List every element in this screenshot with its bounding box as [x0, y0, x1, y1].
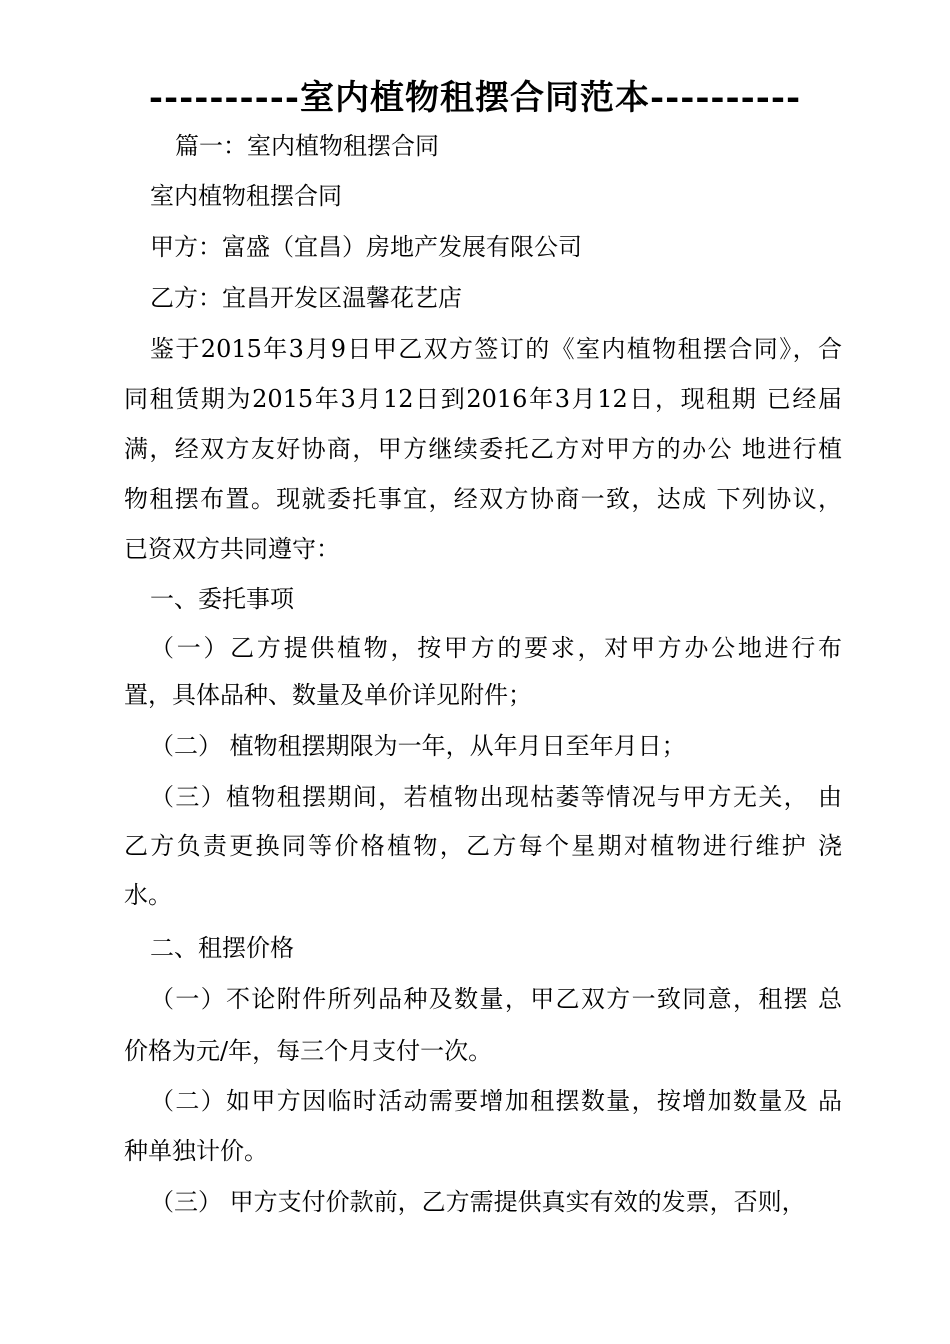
- contract-title: 室内植物租摆合同: [150, 182, 342, 210]
- clause-line: （三） 甲方支付价款前，乙方需提供真实有效的发票，否则，: [150, 1188, 806, 1216]
- section-heading-pricing: 二、租摆价格: [150, 934, 294, 962]
- paragraph-line: 已资双方共同遵守：: [124, 535, 340, 563]
- paragraph-line: 满，经双方友好协商，甲方继续委托乙方对甲方的办公 地进行植: [124, 435, 842, 463]
- party-a: 甲方：富盛（宜昌）房地产发展有限公司: [150, 233, 582, 261]
- paragraph-line: 同租赁期为2015年3月12日到2016年3月12日，现租期 已经届: [124, 385, 842, 413]
- clause-line: （三）植物租摆期间，若植物出现枯萎等情况与甲方无关， 由: [150, 783, 842, 811]
- party-b: 乙方：宜昌开发区温馨花艺店: [150, 284, 462, 312]
- clause-line: （二） 植物租摆期限为一年，从年月日至年月日；: [150, 732, 686, 760]
- clause-line: （二）如甲方因临时活动需要增加租摆数量，按增加数量及 品: [150, 1087, 842, 1115]
- section-heading-part-one: 篇一：室内植物租摆合同: [175, 132, 439, 160]
- clause-line: 种单独计价。: [124, 1137, 268, 1165]
- section-heading-entrustment: 一、委托事项: [150, 585, 294, 613]
- clause-line: （一）不论附件所列品种及数量，甲乙双方一致同意，租摆 总: [150, 985, 842, 1013]
- paragraph-line: 鉴于2015年3月9日甲乙双方签订的《室内植物租摆合同》，合: [150, 335, 842, 363]
- document-title: ----------室内植物租摆合同范本----------: [148, 78, 802, 118]
- clause-line: 价格为元/年，每三个月支付一次。: [124, 1037, 493, 1065]
- paragraph-line: 物租摆布置。现就委托事宜，经双方协商一致，达成 下列协议，: [124, 485, 842, 513]
- clause-line: 乙方负责更换同等价格植物，乙方每个星期对植物进行维护 浇: [124, 832, 842, 860]
- clause-line: （一）乙方提供植物，按甲方的要求，对甲方办公地进行布: [150, 634, 842, 662]
- clause-line: 水。: [124, 881, 172, 909]
- clause-line: 置，具体品种、数量及单价详见附件；: [124, 681, 532, 709]
